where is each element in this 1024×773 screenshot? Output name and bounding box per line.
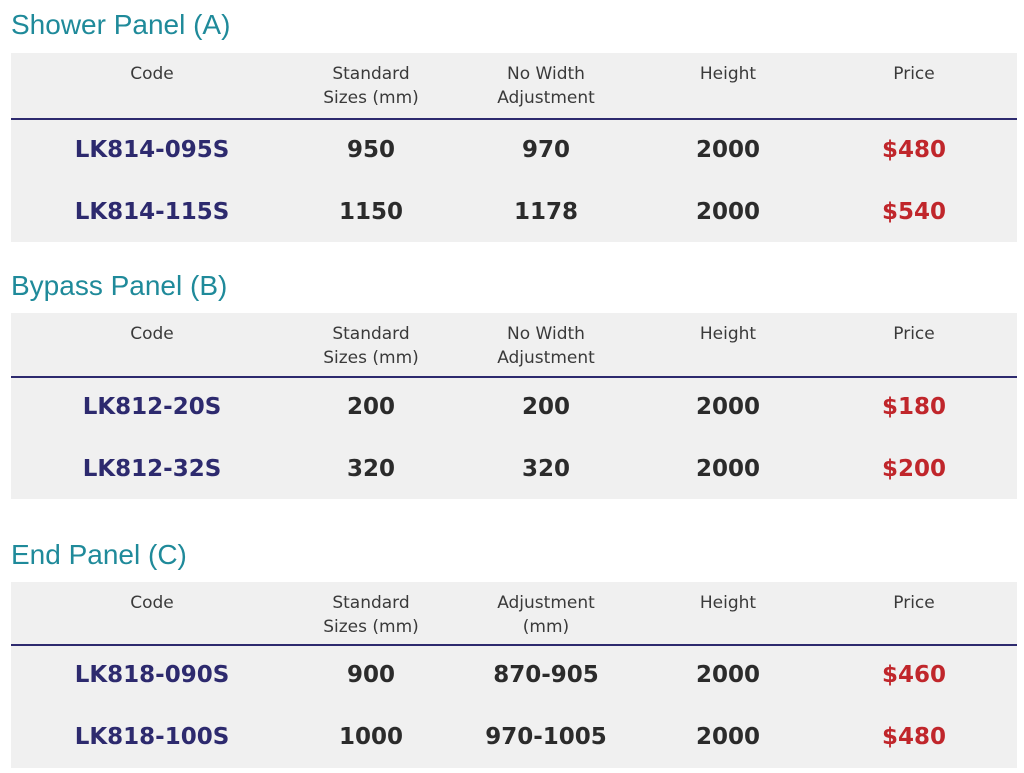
cell-adjustment: 200 [521,394,570,420]
header-code: Code [130,64,174,84]
cell-price: $480 [881,724,946,750]
cell-height: 2000 [695,662,760,688]
table-header [11,582,1017,646]
table-row [11,456,1017,488]
table-row [11,137,1017,169]
table-row [11,662,1017,694]
cell-price: $540 [881,199,946,225]
cell-standard-size: 320 [346,456,395,482]
header-price: Price [893,324,935,344]
header-adjustment: Adjustment (mm) [497,593,595,637]
header-adjustment: No Width Adjustment [497,64,595,108]
table-header [11,53,1017,119]
cell-height: 2000 [695,456,760,482]
cell-standard-size: 950 [346,137,395,163]
cell-code: LK814-115S [74,199,230,225]
price-table [11,582,1017,768]
cell-standard-size: 900 [346,662,395,688]
header-adjustment: No Width Adjustment [497,324,595,368]
section-title: Bypass Panel (B) [11,270,228,301]
cell-adjustment: 870-905 [493,662,599,688]
cell-code: LK818-090S [74,662,230,688]
price-table [11,313,1017,499]
section-title: Shower Panel (A) [11,9,231,40]
cell-price: $460 [881,662,946,688]
header-code: Code [130,324,174,344]
cell-height: 2000 [695,724,760,750]
cell-price: $480 [881,137,946,163]
cell-adjustment: 1178 [513,199,578,225]
table-row [11,394,1017,426]
cell-standard-size: 1150 [338,199,403,225]
table-header [11,313,1017,377]
cell-adjustment: 970-1005 [485,724,607,750]
header-standard-sizes: Standard Sizes (mm) [323,593,419,637]
cell-standard-size: 1000 [338,724,403,750]
cell-height: 2000 [695,394,760,420]
table-row [11,724,1017,756]
header-standard-sizes: Standard Sizes (mm) [323,64,419,108]
price-table [11,53,1017,242]
header-divider [11,118,1017,120]
header-divider [11,376,1017,378]
header-divider [11,644,1017,646]
cell-standard-size: 200 [346,394,395,420]
header-height: Height [699,593,757,613]
header-code: Code [130,593,174,613]
table-row [11,199,1017,231]
cell-adjustment: 320 [521,456,570,482]
cell-adjustment: 970 [521,137,570,163]
header-standard-sizes: Standard Sizes (mm) [323,324,419,368]
header-price: Price [893,64,935,84]
header-price: Price [893,593,935,613]
cell-code: LK812-32S [82,456,222,482]
cell-price: $200 [881,456,946,482]
header-height: Height [699,64,757,84]
section-title: End Panel (C) [11,539,187,570]
cell-code: LK818-100S [74,724,230,750]
header-height: Height [699,324,757,344]
cell-height: 2000 [695,199,760,225]
cell-price: $180 [881,394,946,420]
cell-code: LK814-095S [74,137,230,163]
cell-code: LK812-20S [82,394,222,420]
cell-height: 2000 [695,137,760,163]
